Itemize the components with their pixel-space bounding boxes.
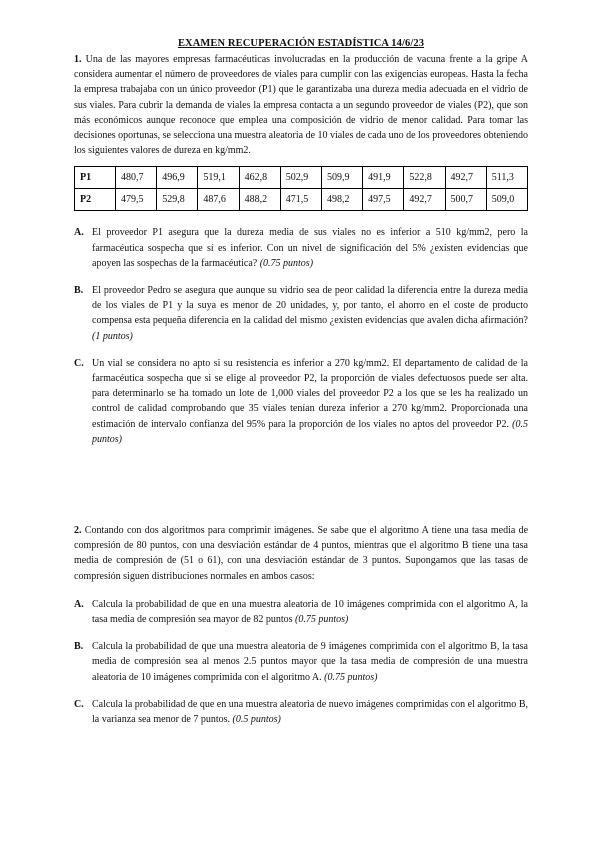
question-2-item-b [74,639,528,685]
row-label: P1 [75,167,116,189]
item-text: Calcula la probabilidad de que en una muestra aleatoria de 10 imágenes comprimida con el algoritmo A, la tasa media de compresión sea mayor de 82 puntos [92,598,528,626]
table-cell: 500,7 [445,189,486,211]
table-cell: 522,8 [404,167,445,189]
table-cell: 492,7 [404,189,445,211]
item-letter: B. [74,285,84,297]
table-cell: 479,5 [116,189,157,211]
item-points: (1 puntos) [92,330,133,342]
table-cell: 519,1 [198,167,239,189]
table-cell: 502,9 [280,167,321,189]
question-1-statement [74,52,528,158]
question-1-item-c [74,356,528,447]
table-cell: 511,3 [486,167,527,189]
question-1-number: 1. [74,54,82,65]
question-1-text: Una de las mayores empresas farmacéuticas involucradas en la producción de vacuna frente a la gripe A considera aumentar el número de proveedores de viales para cumplir con las exigencias europeas. Hasta la fecha la empresa trabajaba con un único proveedor (P1) que le garantizaba una dureza media adecuada en el vidrio de sus viales. Para cubrir la demanda de viales la empresa contacta a un segundo proveedor de viales (P2), que son más económicos aunque reconoce que emplea una composición de vidrio de menor calidad. Para tomar las decisiones oportunas, se selecciona una muestra aleatoria de 10 viales de cada uno de los proveedores obteniendo los siguientes valores de dureza en kg/mm2. [74,54,529,157]
table-cell: 462,8 [239,167,280,189]
question-2-statement [74,523,528,584]
item-letter: A. [74,598,84,610]
table-row-p1 [75,167,528,189]
item-letter: C. [74,698,84,710]
table-cell: 492,7 [445,167,486,189]
hardness-table [74,166,528,211]
table-cell: 529,8 [157,189,198,211]
table-cell: 471,5 [280,189,321,211]
item-text: El proveedor P1 asegura que la dureza media de sus viales no es inferior a 510 kg/mm2, pero la farmacéutica sospecha que sí es inferior. Con un nivel de significación del 5% ¿existen evidencias que apoyen las sospechas de la farmacéutica? [92,227,528,269]
question-1-item-a [74,225,528,271]
item-points: (0.75 puntos) [259,257,314,269]
question-1-items [74,225,528,447]
item-text: Calcula la probabilidad de que en una muestra aleatoria de nuevo imágenes comprimidas con el algoritmo B, la varianza sea menor de 7 puntos. [92,698,528,726]
question-2-items [74,597,528,727]
item-text: El proveedor Pedro se asegura que aunque su vidrio sea de peor calidad la diferencia entre la dureza media de los viales de P1 y la suya es menor de 20 unidades, y, por tanto, el ahorro en el coste de producto compensa esta pequeña diferencia en la calidad del mismo ¿existen evidencias que avalen dicha afirmación? [92,285,528,327]
table-cell: 509,9 [321,167,362,189]
table-cell: 498,2 [321,189,362,211]
item-points: (0.75 puntos) [324,671,378,683]
item-letter: A. [74,227,84,239]
item-letter: B. [74,641,84,653]
exam-title: EXAMEN RECUPERACIÓN ESTADÍSTICA 14/6/23 [177,38,425,49]
item-points: (0.5 puntos) [232,714,281,726]
table-cell: 480,7 [116,167,157,189]
item-text: Un vial se considera no apto si su resistencia es inferior a 270 kg/mm2. El departamento de calidad de la farmacéutica sospecha que si se elige al proveedor P2, la proporción de viales defectuosos puede ser alta. para determinarlo se ha tomado un lote de 1,000 viales del proveedor P2 a los que se les ha realizado un control de calidad comprobando que 35 viales tenían dureza inferior a 270 kg/mm2. Proporcionada una estimación de intervalo confianza del 95% para la proporción de los viales no aptos del proveedor P2. [92,357,528,430]
table-cell: 509,0 [486,189,527,211]
item-text: Calcula la probabilidad de que una muestra aleatoria de 9 imágenes comprimida con el algoritmo B, la tasa media de compresión sea al menos 2.5 puntos mayor que la tasa media de compresión de una muestra aleatoria de 10 imágenes comprimida con el algoritmo A. [92,641,528,683]
table-cell: 496,9 [157,167,198,189]
question-2-text: Contando con dos algoritmos para comprimir imágenes. Se sabe que el algoritmo A tiene una tasa media de compresión de 80 puntos, con una desviación estándar de 4 puntos, mientras que el algoritmo B tiene una tasa media de compresión de (51 o 61), con una desviación estándar de 3 puntos. Supongamos que las tasas de compresión siguen distribuciones normales en ambos casos: [74,525,529,582]
item-points: (0.5 puntos) [92,418,528,445]
question-2-item-c [74,697,528,727]
table-row-p2 [75,189,528,211]
table-cell: 491,9 [363,167,404,189]
row-label: P2 [75,189,116,211]
exam-page [74,38,528,727]
question-1-item-b [74,283,528,344]
table-cell: 487,6 [198,189,239,211]
item-letter: C. [74,357,84,369]
question-2-item-a [74,597,528,627]
item-points: (0.75 puntos) [295,614,349,626]
question-2-number: 2. [74,525,82,537]
table-cell: 488,2 [239,189,280,211]
table-cell: 497,5 [363,189,404,211]
